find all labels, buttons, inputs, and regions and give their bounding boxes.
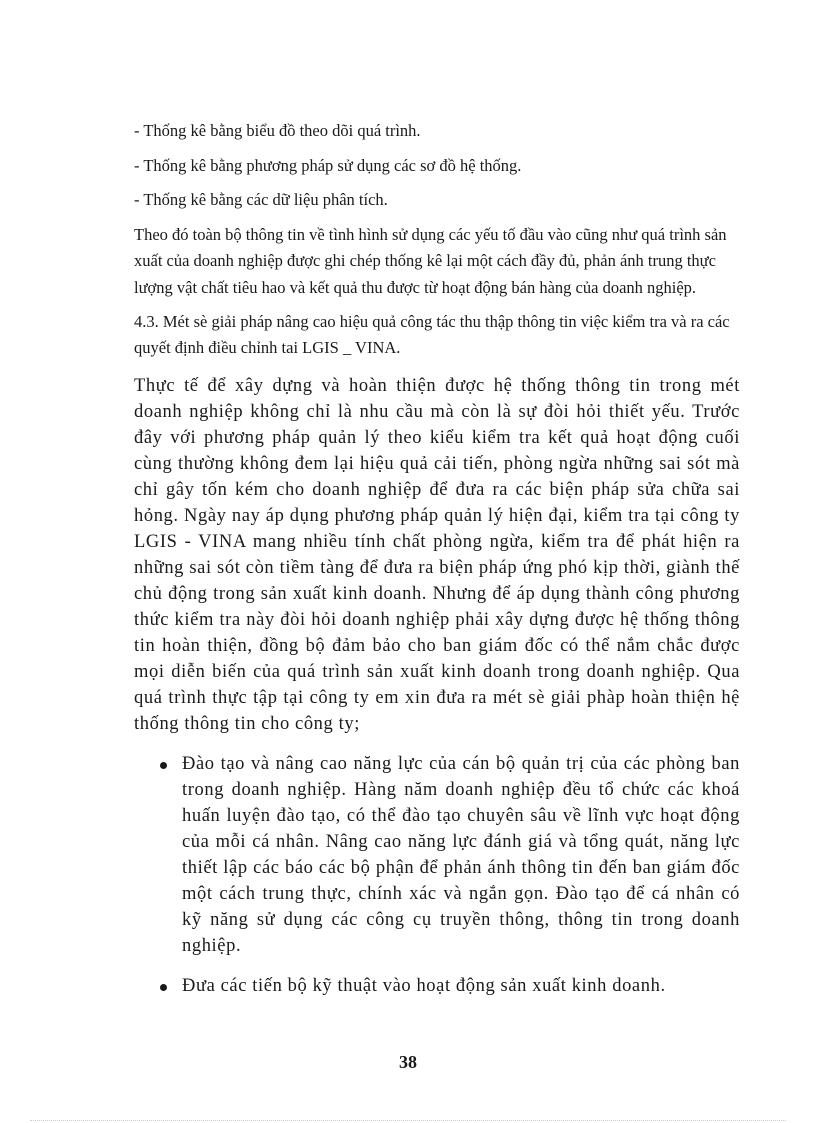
page-content: [134, 118, 740, 999]
bullet-item-2: [134, 973, 740, 999]
list-item-2: - Thống kê bằng phương pháp sử dụng các sơ đồ hệ thống.: [134, 155, 522, 175]
paragraph-summary: Theo đó toàn bộ thông tin về tình hình sử dụng các yếu tố đầu vào cũng như quá trình sản xuất của doanh nghiệp được ghi chép thống kê lại một cách đầy đủ, phản ánh trung thực lượng vật chất tiêu hao và kết quả thu được từ hoạt động bán hàng của doanh nghiệp.: [134, 224, 727, 297]
section-heading: 4.3. Mét sè giải pháp nâng cao hiệu quả công tác thu thập thông tin việc kiểm tra và ra các quyết định điều chỉnh tai LGIS _ VINA.: [134, 312, 730, 357]
list-item-1: - Thống kê bằng biểu đồ theo dõi quá trình.: [134, 121, 421, 140]
paragraph-body: Thực tế để xây dựng và hoàn thiện được hệ thống thông tin trong mét doanh nghiệp không chỉ là nhu cầu mà còn là sự đòi hỏi thiết yếu. Trước đây với phương pháp quản lý theo kiểu kiểm tra kết quả hoạt động cuối cùng thường không đem lại hiệu quả cải tiến, phòng ngừa những sai sót mà chỉ gây tốn kém cho doanh nghiệp để đưa ra các biện pháp sửa chữa sai hỏng. Ngày nay áp dụng phương pháp quản lý hiện đại, kiểm tra tại công ty LGIS - VINA mang nhiều tính chất phòng ngừa, kiểm tra để phát hiện ra những sai sót còn tiềm tàng để đưa ra biện pháp ứng phó kịp thời, giành thế chủ động trong sản xuất kinh doanh. Nhưng để áp dụng thành công phương thức kiểm tra này đòi hỏi doanh nghiệp phải xây dựng được hệ thống thông tin hoàn thiện, đồng bộ đảm bảo cho ban giám đốc có thể nắm chắc được mọi diễn biến của quá trình sản xuất kinh doanh trong doanh nghiệp. Qua quá trình thực tập tại công ty em xin đưa ra mét sè giải phàp hoàn thiện hệ thống thông tin cho công ty;: [134, 376, 740, 734]
bullet-dot-icon: [160, 984, 167, 991]
bullet-dot-icon: [160, 762, 167, 769]
bullet-text-2: Đưa các tiến bộ kỹ thuật vào hoạt động sản xuất kinh doanh.: [182, 976, 666, 996]
bullet-item-1: [134, 751, 740, 959]
list-item-3: - Thống kê bằng các dữ liệu phân tích.: [134, 190, 388, 209]
footer-divider: [30, 1120, 786, 1121]
bullet-text-1: Đào tạo và nâng cao năng lực của cán bộ quản trị của các phòng ban trong doanh nghiệp. Hàng năm doanh nghiệp đều tổ chức các khoá huấn luyện đào tạo, có thể đào tạo chuyên sâu về lĩnh vực hoạt động của mỗi cá nhân. Nâng cao năng lực đánh giá và tổng quát, năng lực thiết lập các báo các bộ phận để phản ánh thông tin đến ban giám đốc một cách trung thực, chính xác và ngắn gọn. Đào tạo để cá nhân có kỹ năng sử dụng các công cụ truyền thông, thông tin trong doanh nghiệp.: [182, 754, 740, 956]
page-number: 38: [399, 1052, 417, 1072]
